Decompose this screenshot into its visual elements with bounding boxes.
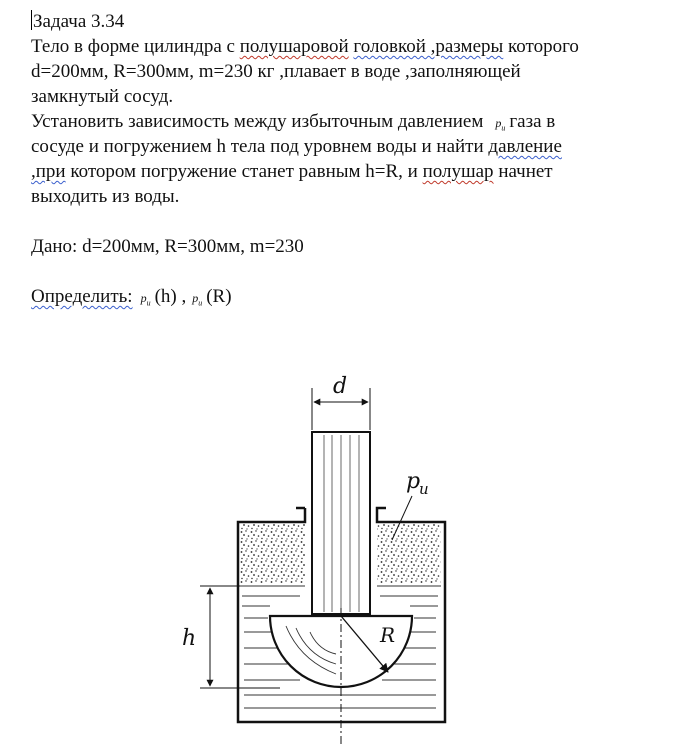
spell-error-word[interactable]: полушаровой <box>239 36 349 57</box>
empty-paragraph <box>31 259 671 284</box>
spell-error-word[interactable]: полушар <box>422 161 494 182</box>
statement-line-2: d=200мм, R=300мм, m=230 кг ,плавает в воде ,заполняющей <box>31 61 521 82</box>
gas-region-left <box>240 522 305 584</box>
pressure-symbol: $p_u$ <box>495 116 506 133</box>
grammar-error-word[interactable]: ,при <box>31 161 66 182</box>
statement-line-7: выходить из воды. <box>31 186 180 207</box>
pressure-symbol: $p_u$ <box>192 291 203 308</box>
gas-region-right <box>377 522 441 584</box>
problem-title-line <box>31 9 671 34</box>
find-line <box>31 284 671 309</box>
find-h-part: (h) , <box>154 286 187 307</box>
grammar-error-word[interactable]: давление <box>488 136 562 157</box>
label-R: R <box>380 623 396 647</box>
empty-paragraph <box>31 209 671 234</box>
problem-text <box>31 9 671 309</box>
find-r-part: (R) <box>206 286 232 307</box>
label-d: d <box>333 374 348 399</box>
pressure-symbol: $p_u$ <box>140 291 151 308</box>
find-label[interactable]: Определить: <box>31 286 133 307</box>
given-line: Дано: d=200мм, R=300мм, m=230 <box>31 236 304 257</box>
statement-line-5: сосуде и погружением h тела под уровнем воды и найти давление <box>31 136 562 157</box>
text-cursor <box>31 10 32 30</box>
diagram-svg <box>160 360 500 750</box>
statement-line-1: Тело в форме цилиндра с полушаровой головкой ,размеры которого <box>31 36 579 57</box>
label-p-sub: u <box>419 480 429 498</box>
statement-line-3: замкнутый сосуд. <box>31 86 174 107</box>
float-diagram <box>160 360 500 750</box>
grammar-error-word[interactable]: головкой ,размеры <box>353 36 504 57</box>
label-h: h <box>182 626 197 651</box>
statement-line-4: Установить зависимость между избыточным давлением $p_u$ газа в <box>31 111 556 133</box>
problem-title: Задача 3.34 <box>33 11 125 32</box>
label-p: p <box>406 469 421 494</box>
statement-line-6: ,при котором погружение станет равным h=R, и полушар начнет <box>31 161 553 182</box>
